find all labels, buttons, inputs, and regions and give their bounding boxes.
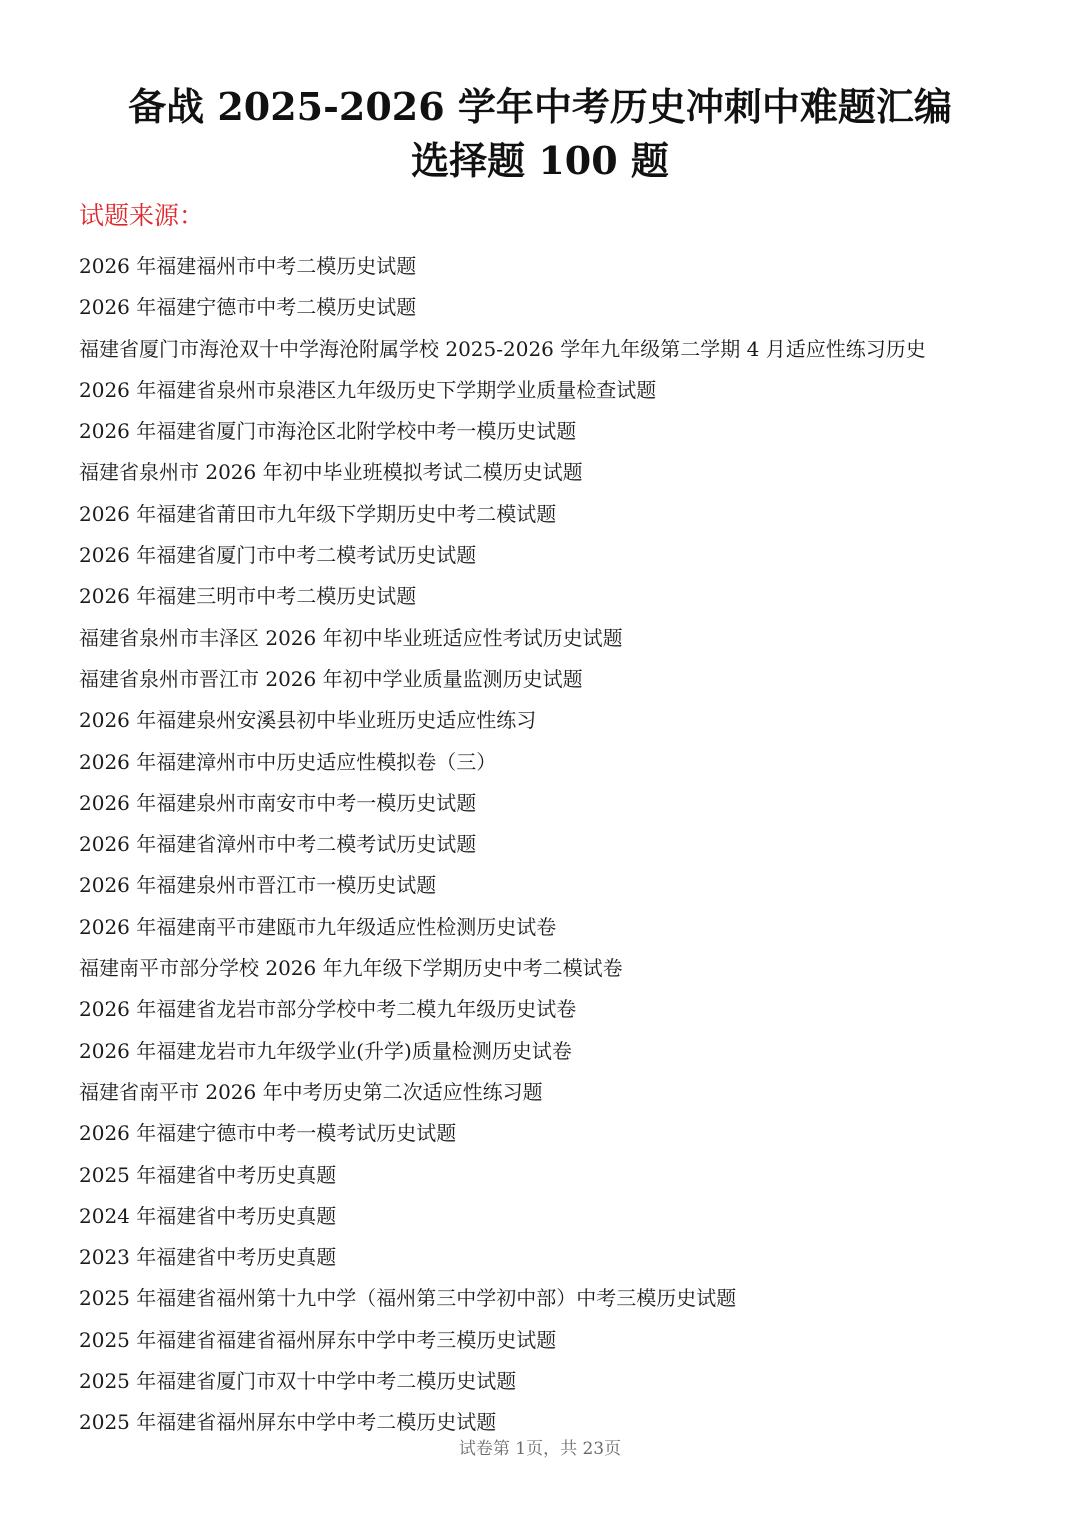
- list-item: 2026 年福建省厦门市海沧区北附学校中考一模历史试题: [79, 419, 577, 444]
- source-list: [79, 246, 926, 1444]
- list-item: 福建省厦门市海沧双十中学海沧附属学校 2025-2026 学年九年级第二学期 4 月适应性练习历史: [79, 336, 926, 361]
- list-item: 2026 年福建漳州市中历史适应性模拟卷（三）: [79, 749, 497, 774]
- page-footer: 试卷第 1页，共 23页: [458, 1439, 622, 1459]
- list-item: 2026 年福建省莆田市九年级下学期历史中考二模试题: [79, 501, 557, 526]
- list-item: 福建省泉州市 2026 年初中毕业班模拟考试二模历史试题: [79, 460, 583, 485]
- list-item: 2025 年福建省福建省福州屏东中学中考三模历史试题: [79, 1327, 557, 1352]
- list-item: 2026 年福建宁德市中考一模考试历史试题: [79, 1121, 457, 1146]
- list-item: 2026 年福建省龙岩市部分学校中考二模九年级历史试卷: [79, 997, 577, 1022]
- list-item: 福建省泉州市晋江市 2026 年初中学业质量监测历史试题: [79, 666, 583, 691]
- list-item: 2026 年福建泉州市晋江市一模历史试题: [79, 873, 437, 898]
- list-item: 2024 年福建省中考历史真题: [79, 1203, 337, 1228]
- list-item: 2026 年福建龙岩市九年级学业(升学)质量检测历史试卷: [79, 1038, 572, 1063]
- document-title: 备战 2025-2026 学年中考历史冲刺中难题汇编: [128, 84, 952, 129]
- list-item: 2026 年福建省厦门市中考二模考试历史试题: [79, 543, 477, 568]
- list-item: 福建省泉州市丰泽区 2026 年初中毕业班适应性考试历史试题: [79, 625, 623, 650]
- list-item: 2025 年福建省福州第十九中学（福州第三中学初中部）中考三模历史试题: [79, 1286, 737, 1311]
- list-item: 2026 年福建泉州市南安市中考一模历史试题: [79, 790, 477, 815]
- list-item: 2023 年福建省中考历史真题: [79, 1245, 337, 1270]
- list-item: 福建省南平市 2026 年中考历史第二次适应性练习题: [79, 1079, 543, 1104]
- list-item: 福建南平市部分学校 2026 年九年级下学期历史中考二模试卷: [79, 956, 623, 981]
- list-item: 2025 年福建省福州屏东中学中考二模历史试题: [79, 1410, 497, 1435]
- source-heading: 试题来源：: [79, 201, 205, 230]
- list-item: 2026 年福建省泉州市泉港区九年级历史下学期学业质量检查试题: [79, 377, 657, 402]
- document-subtitle: 选择题 100 题: [411, 138, 669, 183]
- list-item: 2026 年福建南平市建瓯市九年级适应性检测历史试卷: [79, 914, 557, 939]
- list-item: 2026 年福建宁德市中考二模历史试题: [79, 295, 417, 320]
- list-item: 2025 年福建省厦门市双十中学中考二模历史试题: [79, 1369, 517, 1394]
- list-item: 2026 年福建福州市中考二模历史试题: [79, 254, 417, 278]
- list-item: 2026 年福建省漳州市中考二模考试历史试题: [79, 832, 477, 857]
- list-item: 2026 年福建三明市中考二模历史试题: [79, 584, 417, 609]
- list-item: 2026 年福建泉州安溪县初中毕业班历史适应性练习: [79, 708, 537, 733]
- list-item: 2025 年福建省中考历史真题: [79, 1162, 337, 1187]
